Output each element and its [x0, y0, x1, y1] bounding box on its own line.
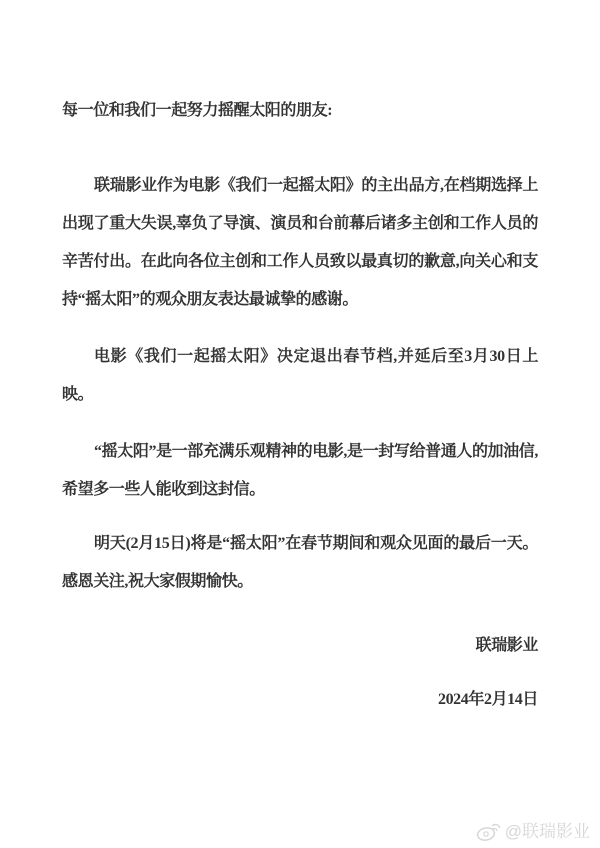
letter-salutation: 每一位和我们一起努力摇醒太阳的朋友: [62, 102, 333, 119]
watermark-handle: @联瑞影业 [504, 821, 590, 841]
letter-paragraph-apology: 联瑞影业作为电影《我们一起摇太阳》的主出品方,在档期选择上出现了重大失误,辜负了导演、演员和台前幕后诸多主创和工作人员的辛苦付出。在此向各位主创和工作人员致以最真切的歉意,向关心和支持“摇太阳”的观众朋友表达最诚挚的感谢。 [62, 177, 538, 308]
letter-paragraph-film-description: “摇太阳”是一部充满乐观精神的电影,是一封写给普通人的加油信,希望多一些人能收到这封信。 [62, 443, 538, 498]
letter-paragraph-release-change: 电影《我们一起摇太阳》决定退出春节档,并延后至3月30日上映。 [62, 348, 538, 403]
letter-date: 2024年2月14日 [437, 691, 538, 708]
letter-signature: 联瑞影业 [475, 637, 538, 654]
weibo-icon [475, 819, 501, 843]
letter-paragraph-farewell: 明天(2月15日)将是“摇太阳”在春节期间和观众见面的最后一天。感恩关注,祝大家假期愉快。 [62, 535, 538, 590]
weibo-watermark [475, 819, 590, 843]
